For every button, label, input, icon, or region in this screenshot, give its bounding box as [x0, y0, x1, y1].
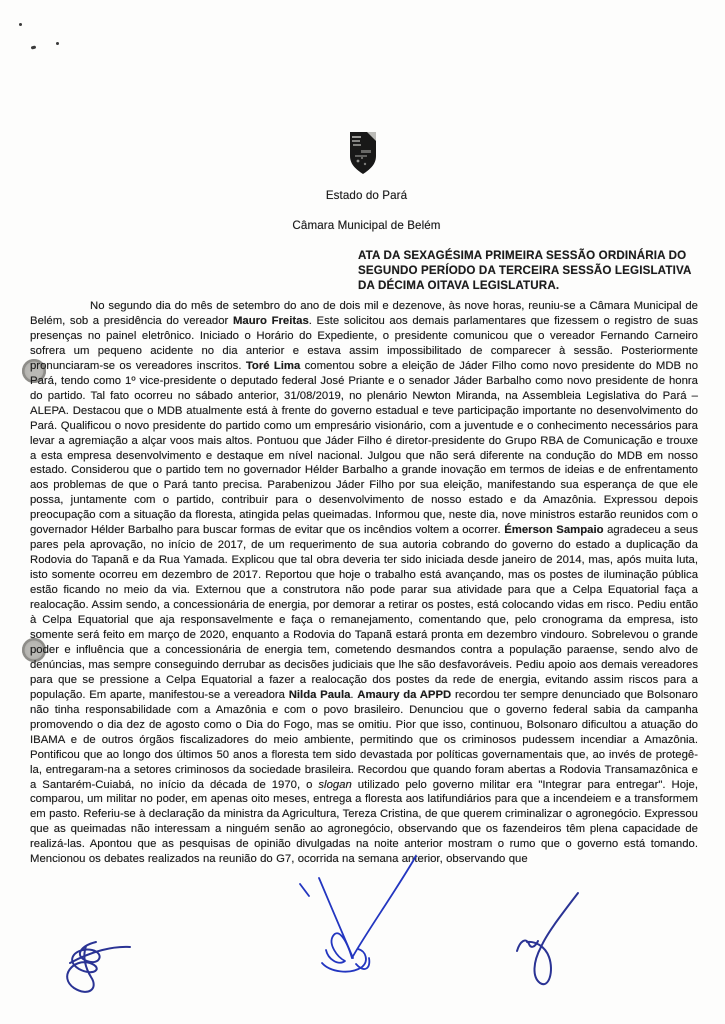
document-title-line: ATA DA SEXAGÉSIMA PRIMEIRA SESSÃO ORDINÁRIA DO: [358, 249, 687, 262]
coat-of-arms-icon: [347, 130, 379, 177]
institution-name: Câmara Municipal de Belém: [292, 219, 441, 232]
signature-left: [67, 942, 130, 992]
minutes-paragraph: No segundo dia do mês de setembro do ano de dois mil e dezenove, às nove horas, reuniu-se a Câmara Municipal de Belém, sob a presidência do vereador Mauro Freitas. Este solicitou aos demais parlamentares que fizessem o registro de suas presenças no painel eletrônico. Iniciado o Horário do Expediente, o presidente comunicou que o vereador Fernando Carneiro sofrera um pequeno acidente no dia anterior e estava assim impossibilitado de comparecer à sessão. Posteriormente pronunciaram-se os vereadores inscritos. Toré Lima comentou sobre a eleição de Jáder Filho como novo presidente do MDB no Pará, tendo como 1º vice-presidente o deputado federal José Priante e o senador Jáder Barbalho como novo presidente de honra do partido. Tal fato ocorreu no sábado anterior, 31/08/2019, no plenário Newton Miranda, na Assembleia Legislativa do Pará – ALEPA. Destacou que o MDB atualmente está à frente do governo estadual e teve participação importante no desenvolvimento do Pará. Qualificou o novo presidente do partido como um empresário visionário, com a juventude e o conhecimento necessários para levar a agremiação a alçar voos mais altos. Pontuou que Jáder Filho é diretor-presidente do Grupo RBA de Comunicação e trouxe a esta empresa desenvolvimento e destaque em nível nacional. Julgou que não será diferente na condução do MDB em nosso estado. Considerou que o partido tem no governador Hélder Barbalho a grande inovação em termos de ideias e de enfrentamento aos problemas de que o Pará tanto precisa. Parabenizou Jáder Filho por sua eleição, manifestando sua esperança de que ele possa, juntamente com o partido, contribuir para o desenvolvimento de nosso estado e da Amazônia. Expressou depois preocupação com a situação da floresta, atingida pelas queimadas. Informou que, neste dia, nove ministros estarão reunidos com o governador Hélder Barbalho para buscar formas de evitar que os incêndios voltem a ocorrer. Émerson Sampaio agradeceu a seus pares pela aprovação, no início de 2017, de um requerimento de sua autoria cobrando do governo do estado a duplicação da Rodovia do Tapanã e da Rua Yamada. Explicou que tal obra deveria ter sido iniciada desde janeiro de 2014, mas, após muita luta, isto somente ocorreu em dezembro de 2017. Reportou que hoje o trabalho está avançando, mas os postes de iluminação pública estão ficando no meio da via. Externou que a construtora não pode parar sua atividade para que a Celpa Equatorial faça a realocação. Assim sendo, a concessionária de energia, por demorar a retirar os postes, está colocando vidas em risco. Pediu então à Celpa Equatorial que aja responsavelmente e faça o remanejamento, comentando que, pelo cronograma da empresa, isto somente será feito em março de 2020, enquanto a Rodovia do Tapanã estará pronta em dezembro vindouro. Sobrelevou o grande poder e influência que a concessionária de energia tem, cometendo desmandos contra a população paraense, sendo alvo de denúncias, mas sempre conseguindo derrubar as decisões judiciais que lhe são desfavoráveis. Pediu apoio aos demais vereadores para que se pressione a Celpa Equatorial a fazer a realocação dos postes da rede de energia, evitando assim riscos para a população. Em aparte, manifestou-se a vereadora Nilda Paula. Amaury da APPD recordou ter sempre denunciado que Bolsonaro não tinha responsabilidade com a Amazônia e com o povo brasileiro. Denunciou que o governo federal sabia da campanha promovendo o dia dez de agosto como o Dia do Fogo, mas se omitiu. Pior que isso, continuou, Bolsonaro dificultou a atuação do IBAMA e de outros órgãos fiscalizadores do meio ambiente, permitindo que os criminosos pudessem incendiar a Amazônia. Pontificou que ao longo dos últimos 50 anos a floresta tem sido devastada por políticas governamentais que, ao invés de protegê-la, entregaram-na a setores criminosos da sociedade brasileira. Recordou que quando foram abertas a Rodovia Transamazônica e a Santarém-Cuiabá, no início da década de 1970, o slogan utilizado pelo governo militar era "Integrar para entregar". Hoje, comparou, um militar no poder, em apenas oito meses, entrega a floresta aos latifundiários para que a incendeiem e a transformem em pasto. Referiu-se à declaração da ministra da Agricultura, Tereza Cristina, de que querem criminalizar o agronegócio. Expressou que as queimadas não interessam a ninguém senão ao agronegócio, observando que os fazendeiros têm plena capacidade de realizá-las. Apontou que as pesquisas de opinião divulgadas na noite anterior mostram o rumo que o governo está tomando. Mencionou os debates realizados na reunião do G7, ocorrida na semana anterior, observando que: [30, 300, 699, 866]
scan-speck: [31, 45, 37, 49]
scan-speck: [19, 23, 22, 26]
document-title: [358, 248, 703, 293]
signature-right: [517, 893, 578, 984]
signature-center: [300, 856, 416, 972]
scan-speck: [56, 42, 59, 45]
document-title-line: SEGUNDO PERÍODO DA TERCEIRA SESSÃO LEGISLATIVA: [358, 264, 692, 277]
document-title-line: DA DÉCIMA OITAVA LEGISLATURA.: [358, 279, 560, 292]
state-name: Estado do Pará: [325, 189, 408, 202]
